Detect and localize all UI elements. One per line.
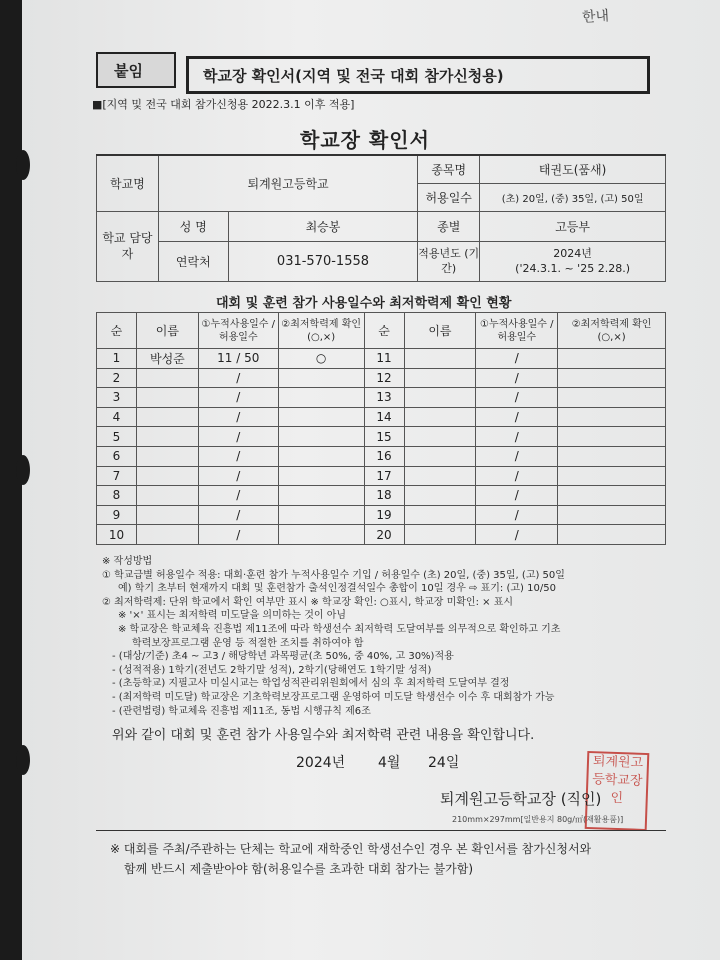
- cell-confirm: [278, 466, 364, 486]
- division-label: 종별: [418, 211, 480, 241]
- cell-confirm: [278, 505, 364, 525]
- cell-days: /: [198, 446, 278, 466]
- instruction-line: 학력보장프로그램 운영 등 적절한 조치를 취하여야 함: [132, 637, 364, 649]
- divider: [96, 830, 666, 831]
- cell-confirm: [278, 486, 364, 506]
- event-label: 종목명: [418, 155, 480, 183]
- allowed-days-label: 허용일수: [418, 183, 480, 211]
- cell-days: /: [476, 446, 558, 466]
- participants-table: [96, 312, 666, 545]
- cell-days: /: [198, 407, 278, 427]
- cell-name: [404, 446, 476, 466]
- cell-days: /: [198, 427, 278, 447]
- cell-no: 6: [97, 446, 137, 466]
- cell-name: [136, 407, 198, 427]
- table-row: [97, 486, 666, 506]
- cell-no: 17: [364, 466, 404, 486]
- header-name: 이름: [404, 313, 476, 349]
- year-label: 적용년도 (기간): [418, 241, 480, 281]
- cell-confirm: [558, 486, 666, 506]
- instruction-line: 예) 학기 초부터 현재까지 대회 및 훈련참가 출석인정결석일수 총합이 10일 경우 ⇨ 표기: (고) 10/50: [118, 583, 556, 595]
- cell-name: [136, 525, 198, 545]
- cell-days: /: [198, 466, 278, 486]
- cell-days: /: [198, 388, 278, 408]
- cell-no: 20: [364, 525, 404, 545]
- table-row: [97, 427, 666, 447]
- cell-no: 8: [97, 486, 137, 506]
- cell-no: 16: [364, 446, 404, 466]
- confirm-sentence: 위와 같이 대회 및 훈련 참가 사용일수와 최저학력 관련 내용을 확인합니다.: [112, 728, 535, 743]
- cell-name: [404, 466, 476, 486]
- event-value: 태권도(품새): [480, 155, 666, 183]
- cell-days: /: [476, 368, 558, 388]
- cell-confirm: ○: [278, 349, 364, 369]
- cell-days: /: [476, 486, 558, 506]
- header-days: ①누적사용일수 /허용일수: [198, 313, 278, 349]
- cell-name: [404, 525, 476, 545]
- period-value: ('24.3.1. ~ '25 2.28.): [515, 262, 630, 275]
- info-table: [96, 154, 666, 282]
- binder-hole: [16, 150, 30, 180]
- cell-days: /: [476, 525, 558, 545]
- cell-confirm: [558, 446, 666, 466]
- cell-confirm: [558, 525, 666, 545]
- date-month: 4월: [378, 755, 401, 771]
- name-value: 최승봉: [228, 211, 418, 241]
- cell-name: [404, 486, 476, 506]
- date-year: 2024년: [296, 755, 346, 771]
- table-row: [97, 466, 666, 486]
- cell-days: /: [476, 388, 558, 408]
- cell-no: 10: [97, 525, 137, 545]
- staff-label: 학교 담당자: [97, 211, 159, 281]
- form-title-box: [186, 56, 650, 94]
- attachment-tag-label: 붙임: [114, 62, 143, 80]
- division-value: 고등부: [480, 211, 666, 241]
- table-row: [97, 388, 666, 408]
- cell-confirm: [558, 388, 666, 408]
- cell-no: 9: [97, 505, 137, 525]
- cell-name: [136, 486, 198, 506]
- cell-confirm: [558, 505, 666, 525]
- cell-confirm: [558, 466, 666, 486]
- cell-no: 3: [97, 388, 137, 408]
- cell-confirm: [558, 407, 666, 427]
- table-row: [97, 505, 666, 525]
- instruction-line: - (성적적용) 1학기(전년도 2학기말 성적), 2학기(당해연도 1학기말 성적): [112, 664, 432, 676]
- cell-name: 박성준: [136, 349, 198, 369]
- principal-signature: 퇴계원고등학교장 (직인): [440, 790, 602, 808]
- header-confirm: ②최저학력제 확인(○,×): [278, 313, 364, 349]
- cell-name: [404, 407, 476, 427]
- cell-confirm: [278, 368, 364, 388]
- header-no: 순: [364, 313, 404, 349]
- cell-name: [136, 505, 198, 525]
- cell-days: /: [476, 349, 558, 369]
- cell-confirm: [278, 525, 364, 545]
- cell-days: /: [198, 525, 278, 545]
- form-subtitle: ■[지역 및 전국 대회 참가신청용 2022.3.1 이후 적용]: [92, 98, 355, 111]
- seal-text: 퇴계원고등학교장인: [591, 754, 644, 807]
- table-row: [97, 407, 666, 427]
- instruction-line: - (초등학교) 지필고사 미실시교는 학업성적관리위원회에서 심의 후 최저학력 도달여부 결정: [112, 678, 510, 690]
- cell-days: /: [476, 466, 558, 486]
- cell-days: /: [476, 505, 558, 525]
- cell-no: 13: [364, 388, 404, 408]
- cell-confirm: [278, 407, 364, 427]
- attachment-tag: [96, 52, 176, 88]
- cell-name: [136, 368, 198, 388]
- instruction-line: - (대상/기준) 초4 ~ 고3 / 해당학년 과목평균(초 50%, 중 40%, 고 30%)적용: [112, 651, 454, 663]
- cell-no: 14: [364, 407, 404, 427]
- cell-name: [136, 427, 198, 447]
- cell-no: 5: [97, 427, 137, 447]
- cell-no: 19: [364, 505, 404, 525]
- school-label: 학교명: [97, 155, 159, 211]
- year-cell: [480, 241, 666, 281]
- cell-confirm: [558, 349, 666, 369]
- header-confirm: ②최저학력제 확인(○,×): [558, 313, 666, 349]
- cell-no: 7: [97, 466, 137, 486]
- instruction-line: - (최저학력 미도달) 학교장은 기초학력보장프로그램 운영하여 미도달 학생선수 이수 후 대회참가 가능: [112, 692, 555, 703]
- header-no: 순: [97, 313, 137, 349]
- section-title: 대회 및 훈련 참가 사용일수와 최저학력제 확인 현황: [216, 296, 512, 311]
- instruction-line: ※ '×' 표시는 최저학력 미도달을 의미하는 것이 아님: [118, 610, 347, 622]
- cell-days: /: [476, 427, 558, 447]
- binder-hole: [16, 455, 30, 485]
- instruction-line: - (관련법령) 학교체육 진흥법 제11조, 동법 시행규칙 제6조: [112, 705, 371, 717]
- form-title: 학교장 확인서(지역 및 전국 대회 참가신청용): [203, 67, 504, 85]
- cell-name: [404, 505, 476, 525]
- year-value: 2024년: [553, 247, 592, 260]
- cell-no: 15: [364, 427, 404, 447]
- cell-confirm: [278, 427, 364, 447]
- cell-days: /: [198, 505, 278, 525]
- table-row: [97, 349, 666, 369]
- instruction-line: ② 최저학력제: 단위 학교에서 확인 여부만 표시 ※ 학교장 확인: ○표시, 학교장 미확인: × 표시: [102, 596, 514, 608]
- instruction-line: ※ 작성방법: [102, 556, 153, 567]
- header-days: ①누적사용일수 /허용일수: [476, 313, 558, 349]
- cell-name: [136, 388, 198, 408]
- cell-no: 11: [364, 349, 404, 369]
- contact-value: 031-570-1558: [228, 241, 418, 281]
- cell-confirm: [278, 388, 364, 408]
- name-label: 성 명: [158, 211, 228, 241]
- date-day: 24일: [428, 755, 460, 771]
- cell-days: 11 / 50: [198, 349, 278, 369]
- table-row: [97, 446, 666, 466]
- handwritten-note: 한내: [581, 8, 610, 26]
- cell-name: [404, 368, 476, 388]
- cell-days: /: [476, 407, 558, 427]
- school-value: 퇴계원고등학교: [158, 155, 417, 211]
- cell-no: 12: [364, 368, 404, 388]
- cell-name: [404, 349, 476, 369]
- instruction-line: ※ 학교장은 학교체육 진흥법 제11조에 따라 학생선수 최저학력 도달여부를 의무적으로 확인하고 기초: [118, 624, 561, 635]
- cell-days: /: [198, 486, 278, 506]
- cell-confirm: [278, 446, 364, 466]
- instruction-line: ① 학교급별 허용일수 적용: 대회·훈련 참가 누적사용일수 기입 / 허용일수 (초) 20일, (중) 35일, (고) 50일: [102, 569, 565, 581]
- cell-no: 2: [97, 368, 137, 388]
- cell-name: [136, 446, 198, 466]
- footer-note-1: ※ 대회를 주최/주관하는 단체는 학교에 재학중인 학생선수인 경우 본 확인서를 참가신청서와: [110, 842, 592, 856]
- cell-no: 1: [97, 349, 137, 369]
- table-row: [97, 368, 666, 388]
- cell-confirm: [558, 368, 666, 388]
- cell-days: /: [198, 368, 278, 388]
- document-title: 학교장 확인서: [300, 128, 430, 152]
- contact-label: 연락처: [158, 241, 228, 281]
- cell-name: [136, 466, 198, 486]
- binder-hole: [16, 745, 30, 775]
- cell-no: 4: [97, 407, 137, 427]
- cell-name: [404, 427, 476, 447]
- table-row: [97, 525, 666, 545]
- paper-spec: 210mm×297mm[일반용지 80g/㎡(재활용품)]: [452, 815, 624, 824]
- header-name: 이름: [136, 313, 198, 349]
- cell-no: 18: [364, 486, 404, 506]
- cell-confirm: [558, 427, 666, 447]
- allowed-days-value: (초) 20일, (중) 35일, (고) 50일: [480, 183, 666, 211]
- footer-note-2: 함께 반드시 제출받아야 함(허용일수를 초과한 대회 참가는 불가함): [124, 862, 474, 876]
- cell-name: [404, 388, 476, 408]
